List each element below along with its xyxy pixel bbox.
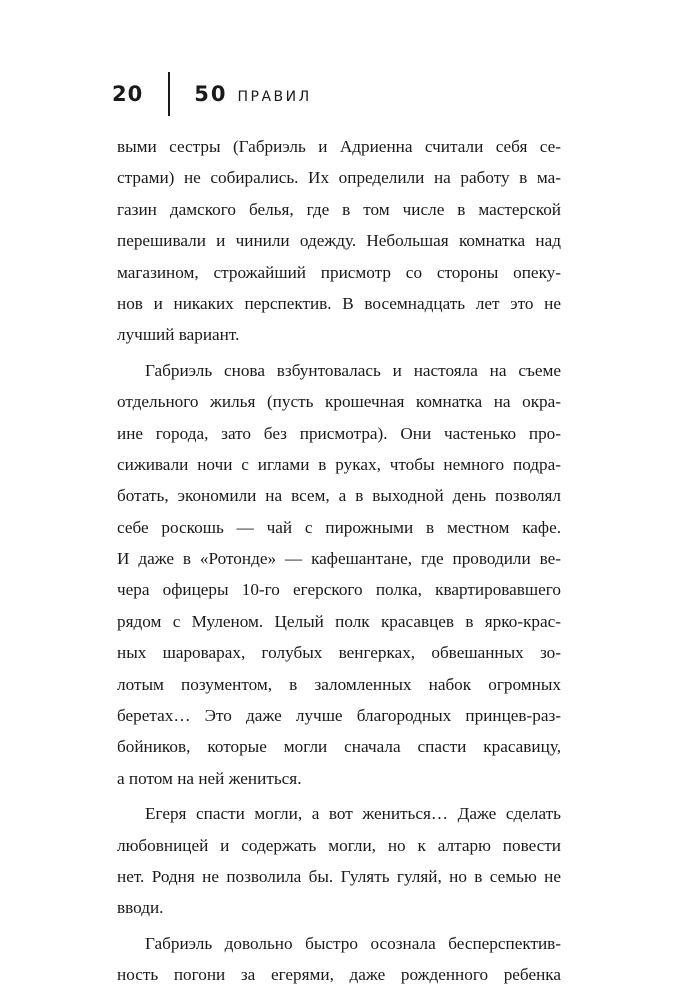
text-line: вводи. (117, 898, 164, 918)
paragraph (117, 355, 561, 794)
text-line: выми сестры (Габриэль и Адриенна считали себя се- (117, 137, 561, 156)
book-title-word: ПРАВИЛ (237, 89, 312, 105)
text-line: себе роскошь — чай с пирожными в местном кафе. (117, 517, 561, 537)
text-line: Егеря спасти могли, а вот жениться… Даже сделать (145, 804, 561, 824)
text-line: любовницей и содержать могли, но к алтарю повести (117, 835, 561, 855)
text-line: ботать, экономили на всем, а в выходной день позволял (117, 486, 561, 506)
text-line: нов и никаких перспектив. В восемнадцать лет это не (117, 293, 561, 313)
body-text (117, 131, 561, 991)
page-number: 20 (112, 82, 144, 106)
text-line: лучший вариант. (117, 325, 240, 345)
text-line: сиживали ночи с иглами в руках, чтобы немного подра- (117, 454, 561, 474)
header-divider (168, 72, 170, 116)
text-line: беретах… Это даже лучше благородных принцев-раз- (117, 706, 561, 726)
text-line: ных шароварах, голубых венгерках, обвешанных зо- (117, 643, 561, 663)
book-title (194, 82, 311, 106)
paragraph (117, 798, 561, 924)
text-line: страми) не собирались. Их определили на работу в ма- (117, 168, 561, 188)
running-head (112, 72, 312, 116)
paragraph (117, 928, 561, 991)
paragraph (117, 131, 561, 351)
text-line: бойников, которые могли сначала спасти красавицу, (117, 737, 561, 757)
text-line: рядом с Муленом. Целый полк красавцев в ярко-крас- (117, 611, 561, 631)
text-line: магазином, строжайший присмотр со стороны опеку- (117, 262, 561, 282)
text-line: ность погони за егерями, даже рожденного ребенка (117, 965, 561, 985)
text-line: газин дамского белья, где в том числе в мастерской (117, 199, 561, 219)
book-title-number: 50 (194, 82, 228, 106)
text-line: чера офицеры 10-го егерского полка, квартировавшего (117, 580, 561, 600)
text-line: отдельного жилья (пусть крошечная комнатка на окра- (117, 392, 561, 412)
text-line: И даже в «Ротонде» — кафешантане, где проводили ве- (117, 549, 561, 569)
text-line: Габриэль довольно быстро осознала бесперспектив- (145, 933, 561, 953)
text-line: перешивали и чинили одежду. Небольшая комнатка над (117, 231, 561, 251)
text-line: а потом на ней жениться. (117, 768, 302, 788)
text-line: Габриэль снова взбунтовалась и настояла на съеме (145, 360, 561, 380)
text-line: лотым позументом, в заломленных набок огромных (117, 674, 561, 694)
text-line: нет. Родня не позволила бы. Гулять гуляй, но в семью не (117, 866, 561, 886)
text-line: ине города, зато без присмотра). Они частенько про- (117, 423, 561, 443)
